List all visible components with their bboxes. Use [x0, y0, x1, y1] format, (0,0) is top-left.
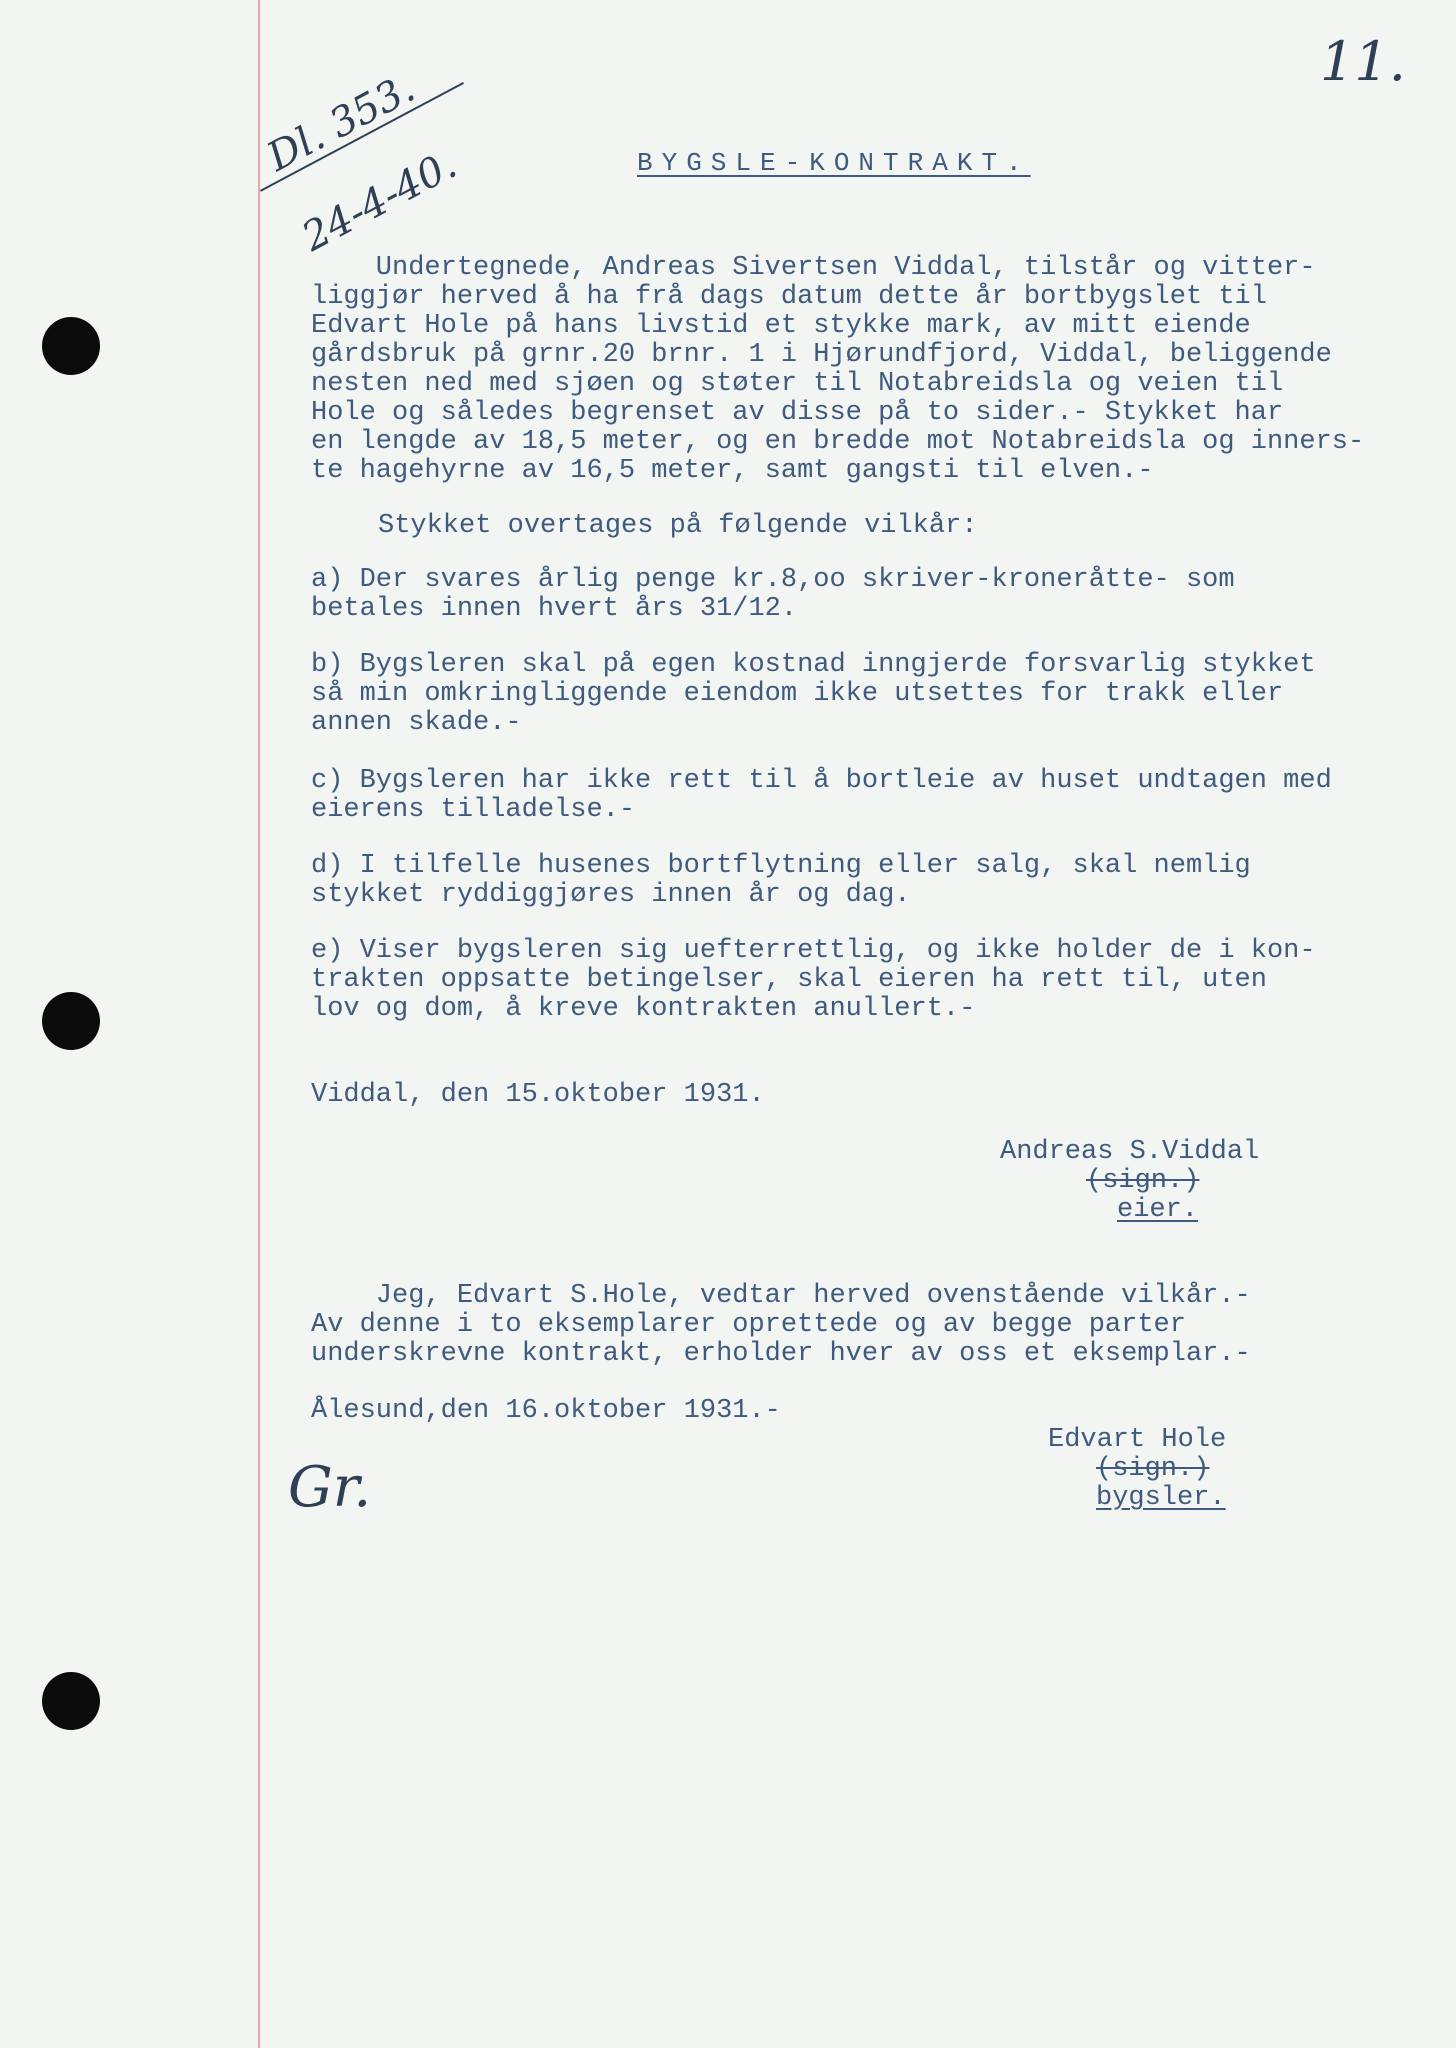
handwritten-initials: Gr. [288, 1455, 372, 1520]
lessee-name: Edvart Hole [1048, 1425, 1227, 1455]
place-date-lessee: Ålesund,den 16.oktober 1931.- [311, 1396, 781, 1426]
clause-d: d) I tilfelle husenes bortflytning eller salg, skal nemlig stykket ryddiggjøres innen år og dag. [311, 851, 1251, 910]
conditions-lead: Stykket overtages på følgende vilkår: [378, 511, 978, 541]
place-date-owner: Viddal, den 15.oktober 1931. [311, 1080, 765, 1110]
clause-a: a) Der svares årlig penge kr.8,oo skriver-kroneråtte- som betales innen hvert års 31/12. [311, 565, 1235, 624]
document-title: BYGSLE-KONTRAKT. [637, 148, 1031, 178]
punch-hole [42, 317, 100, 375]
annotation-date: 24-4-40. [295, 141, 465, 261]
intro-paragraph: Undertegnede, Andreas Sivertsen Viddal, tilstår og vitter- liggjør herved å ha frå dags datum dette år bortbygslet til Edvart Hole på hans livstid et stykke mark, av mitt eiende gårdsbruk på grnr.20 brnr. 1 i Hjørundfjord, Viddal, beliggende nesten ned med sjøen og støter til Notabreidsla og veien til Hole og således begrenset av disse på to sider.- Stykket har en lengde av 18,5 meter, og en bredde mot Notabreidsla og inners- te hagehyrne av 16,5 meter, samt gangsti til elven.- [311, 253, 1365, 486]
lessee-signed-mark: (sign.) [1096, 1454, 1210, 1484]
clause-c: c) Bygsleren har ikke rett til å bortleie av huset undtagen med eierens tilladelse.- [311, 766, 1332, 825]
owner-name: Andreas S.Viddal [1000, 1137, 1260, 1167]
owner-signed-mark: (sign.) [1086, 1166, 1200, 1196]
margin-rule [258, 0, 260, 2048]
acceptance-paragraph: Jeg, Edvart S.Hole, vedtar herved ovenstående vilkår.- Av denne i to eksemplarer oprettede og av begge parter underskrevne kontrakt, erholder hver av oss et eksemplar.- [311, 1281, 1251, 1369]
owner-role: eier. [1117, 1195, 1199, 1225]
punch-hole [42, 992, 100, 1050]
clause-e: e) Viser bygsleren sig uefterrettlig, og ikke holder de i kon- trakten oppsatte betingelser, skal eieren ha rett til, uten lov og dom, å kreve kontrakten anullert.- [311, 936, 1316, 1024]
clause-b: b) Bygsleren skal på egen kostnad inngjerde forsvarlig stykket så min omkringliggende eiendom ikke utsettes for trakk eller annen skade.- [311, 650, 1316, 738]
page-number: 11. [1320, 30, 1406, 93]
annotation-reference: Dl. 353. [260, 65, 423, 181]
punch-hole [42, 1672, 100, 1730]
registration-annotation [255, 65, 515, 261]
lessee-role: bygsler. [1096, 1483, 1226, 1513]
